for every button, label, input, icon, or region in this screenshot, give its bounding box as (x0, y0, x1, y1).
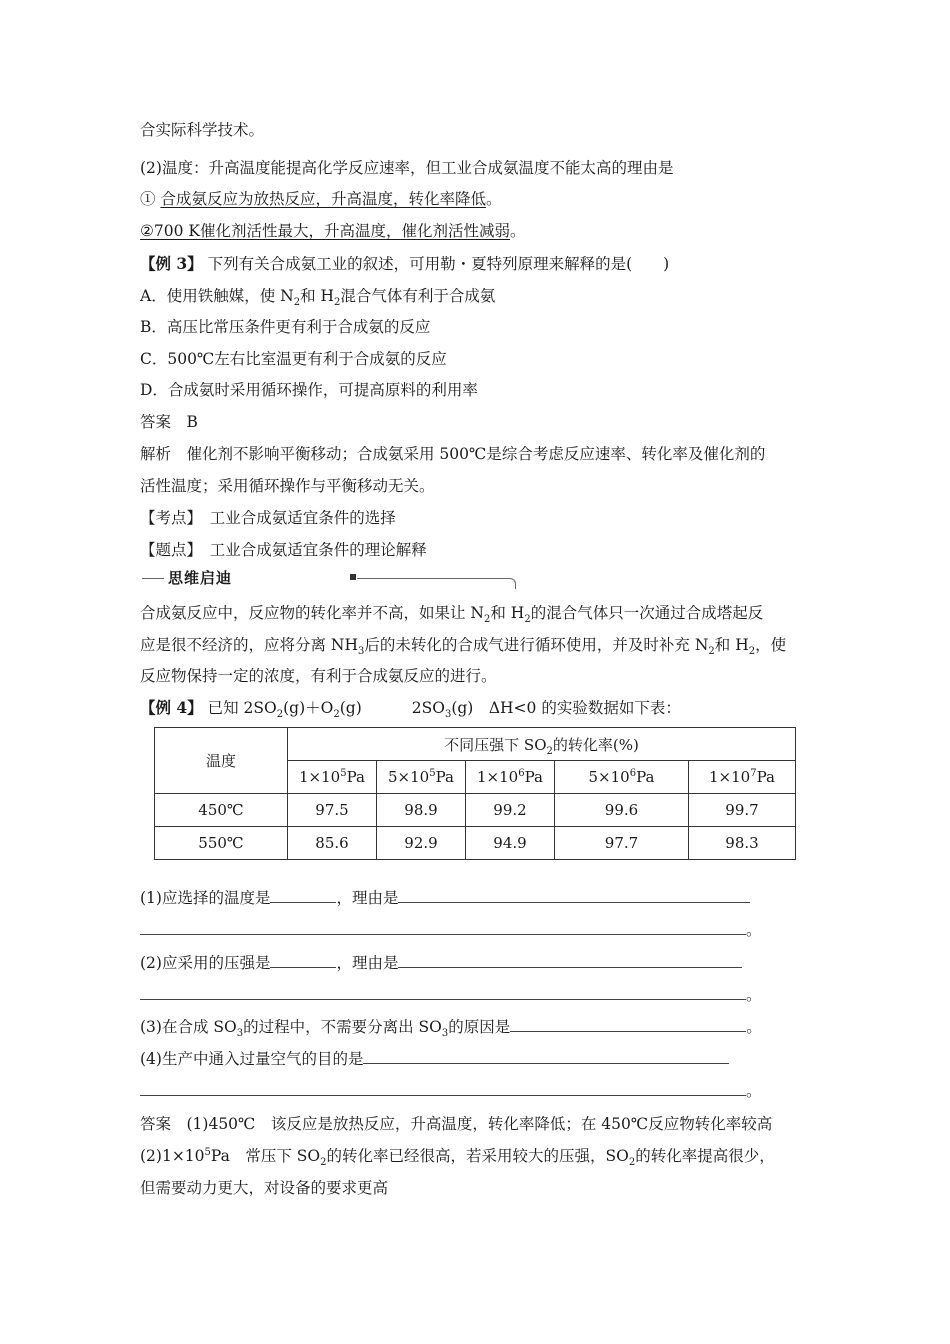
pressure-header: $5\times 10^6Pa$ (555, 761, 689, 794)
question-1: (1)应选择的温度是 ，理由是 (140, 888, 750, 908)
value-cell: 99.7 (689, 794, 796, 827)
square-icon (350, 574, 356, 580)
table-header: 不同压强下 $SO_2$的转化率(%) (288, 728, 796, 761)
pressure-header: $5\times 10^5Pa$ (377, 761, 466, 794)
temp-cell: 550℃ (155, 827, 288, 860)
answer-blank[interactable] (510, 1017, 746, 1032)
answer-blank[interactable] (398, 953, 742, 968)
question-3: (3)在合成 $SO_3$的过程中，不需要分离出 $SO_3$的原因是 。 (140, 1018, 762, 1040)
insight-text: 反应物保持一定的浓度，有利于合成氨反应的进行。 (140, 667, 497, 685)
analysis: 解析 催化剂不影响平衡移动；合成氨采用 500℃是综合考虑反应速率、转化率及催化剂的 (140, 445, 766, 463)
text-line: (2)温度：升高温度能提高化学反应速率，但工业合成氨温度不能太高的理由是 (140, 159, 674, 177)
value-cell: 85.6 (288, 827, 377, 860)
insight-title: 思维启迪 (168, 569, 233, 587)
answer-blank[interactable] (363, 1049, 729, 1064)
option-d: D．合成氨时采用循环操作，可提高原料的利用率 (140, 381, 478, 399)
insight-banner (140, 566, 522, 592)
question-4: (4)生产中通入过量空气的目的是 (140, 1049, 729, 1069)
insight-text: 合成氨反应中，反应物的转化率并不高，如果让 $N_2$和 $H_2$的混合气体只一次通过合成塔起反 (140, 604, 764, 626)
value-cell: 99.2 (466, 794, 555, 827)
table-header: 温度 (155, 728, 288, 794)
value-cell: 98.3 (689, 827, 796, 860)
pressure-header: $1\times 10^7Pa$ (689, 761, 796, 794)
text-line: ① 合成氨反应为放热反应，升高温度，转化率降低。 (140, 190, 502, 208)
question-1-cont: 。 (140, 920, 762, 940)
conversion-table (154, 727, 796, 860)
divider (357, 578, 516, 589)
insight-text: 应是很不经济的，应将分离 $NH_3$后的未转化的合成气进行循环使用，并及时补充 $N_2$和 $H_2$，使 (140, 636, 787, 658)
kaodian: 【考点】 工业合成氨适宜条件的选择 (140, 509, 396, 527)
option-b: B．高压比常压条件更有利于合成氨的反应 (140, 318, 431, 336)
answer-blank[interactable] (398, 888, 750, 903)
table-row (155, 794, 796, 827)
answer-blank[interactable] (270, 888, 336, 903)
value-cell: 92.9 (377, 827, 466, 860)
pressure-header: $1\times 10^6Pa$ (466, 761, 555, 794)
answer-blank[interactable] (270, 953, 336, 968)
value-cell: 98.9 (377, 794, 466, 827)
answer-4: 但需要动力更大，对设备的要求更高 (140, 1179, 389, 1197)
question-2: (2)应采用的压强是 ，理由是 (140, 953, 742, 973)
analysis: 活性温度；采用循环操作与平衡移动无关。 (140, 477, 435, 495)
answer-blank[interactable] (140, 985, 746, 1000)
value-cell: 94.9 (466, 827, 555, 860)
answer-blank[interactable] (140, 1081, 746, 1096)
divider (142, 578, 164, 579)
question-2-cont: 。 (140, 985, 762, 1005)
option-a: A．使用铁触媒，使 $N_2$和 $H_2$混合气体有利于合成氨 (140, 287, 496, 309)
question-4-cont: 。 (140, 1081, 762, 1101)
answer-4: $(2)1\times 10^5Pa$ 常压下 $SO_2$的转化率已经很高，若采用较大的压强，$SO_2$的转化率提高很少， (140, 1146, 775, 1169)
value-cell: 97.5 (288, 794, 377, 827)
tidian: 【题点】 工业合成氨适宜条件的理论解释 (140, 541, 427, 559)
example-4-question: 【例 4】 已知 $2SO_2(g)+O_2(g)$ $2SO_3(g)$ ΔH<0 的实验数据如下表： (140, 698, 681, 721)
answer-blank[interactable] (140, 920, 746, 935)
text-line: ②700 K催化剂活性最大，升高温度，催化剂活性减弱。 (140, 222, 526, 240)
answer-4: 答案 (1)450℃ 该反应是放热反应，升高温度，转化率降低；在 450℃反应物转化率较高 (140, 1115, 773, 1133)
temp-cell: 450℃ (155, 794, 288, 827)
text-line: 合实际科学技术。 (140, 121, 265, 139)
value-cell: 99.6 (555, 794, 689, 827)
table-row (155, 827, 796, 860)
option-c: C．500℃左右比室温更有利于合成氨的反应 (140, 350, 447, 368)
example-3-question: 【例 3】 下列有关合成氨工业的叙述，可用勒・夏特列原理来解释的是( ) (140, 254, 670, 273)
pressure-header: $1\times 10^5Pa$ (288, 761, 377, 794)
answer: 答案 B (140, 413, 198, 431)
value-cell: 97.7 (555, 827, 689, 860)
